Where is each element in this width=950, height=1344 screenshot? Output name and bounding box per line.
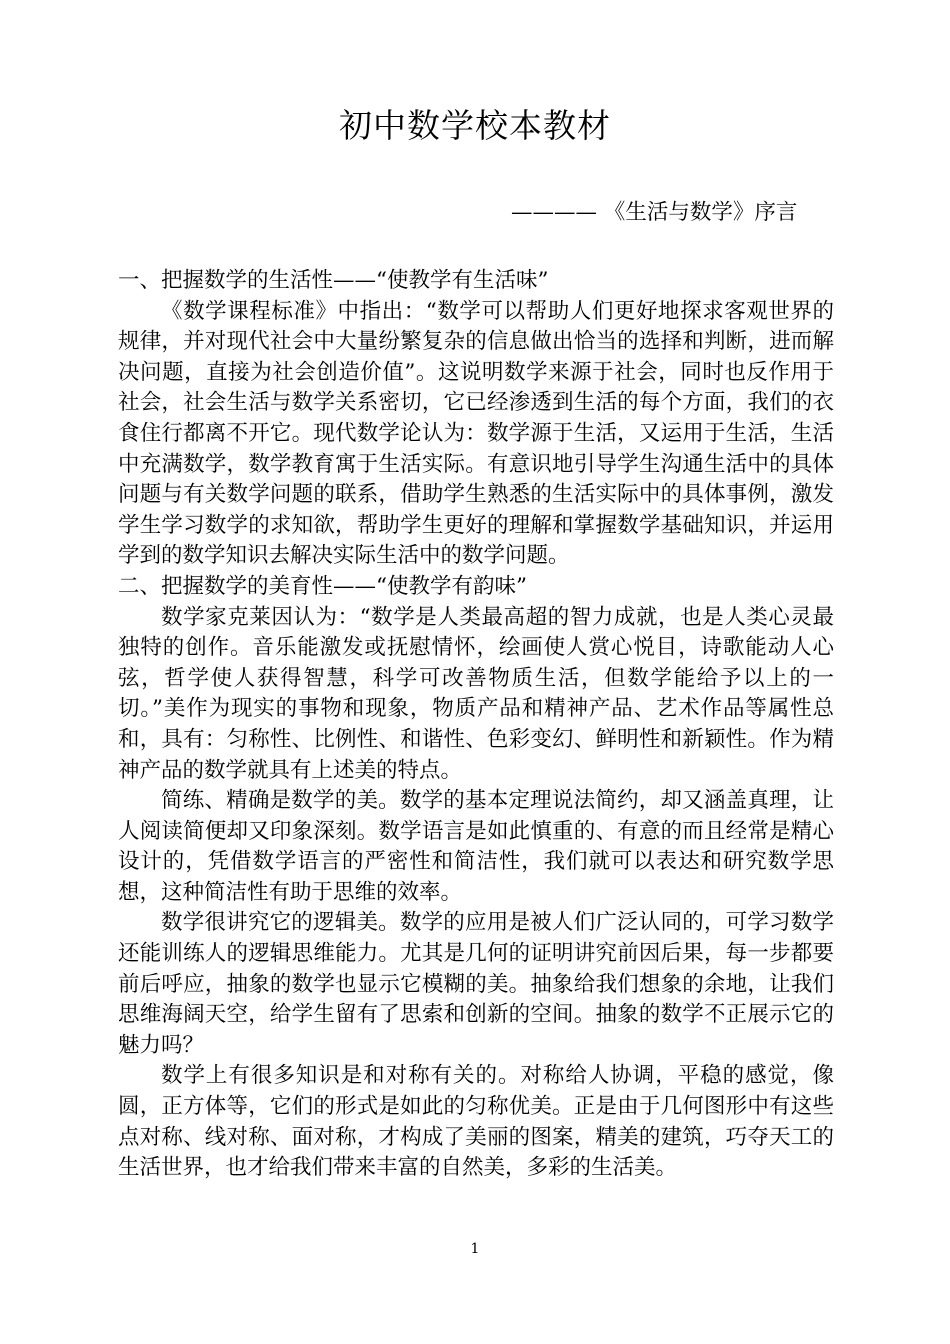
document-body xyxy=(118,266,834,1184)
paragraph-2: 数学家克莱因认为：“数学是人类最高超的智力成就，也是人类心灵最独特的创作。音乐能激发或抚慰情怀，绘画使人赏心悦目，诗歌能动人心弦，哲学使人获得智慧，科学可改善物质生活，但数学能给予以上的一切。”美作为现实的事物和现象，物质产品和精神产品、艺术作品等属性总和，具有：匀称性、比例性、和谐性、色彩变幻、鲜明性和新颖性。作为精神产品的数学就具有上述美的特点。 xyxy=(118,604,834,783)
document-title: 初中数学校本教材 xyxy=(339,106,611,145)
section-heading-2: 二、把握数学的美育性——“使教学有韵味” xyxy=(118,573,527,599)
page-number: 1 xyxy=(470,1241,480,1257)
paragraph-1: 《数学课程标准》中指出：“数学可以帮助人们更好地探求客观世界的规律，并对现代社会中大量纷繁复杂的信息做出恰当的选择和判断，进而解决问题，直接为社会创造价值”。这说明数学来源于社会，同时也反作用于社会，社会生活与数学关系密切，它已经渗透到生活的每个方面，我们的衣食住行都离不开它。现代数学论认为：数学源于生活，又运用于生活，生活中充满数学，数学教育寓于生活实际。有意识地引导学生沟通生活中的具体问题与有关数学问题的联系，借助学生熟悉的生活实际中的具体事例，激发学生学习数学的求知欲，帮助学生更好的理解和掌握数学基础知识，并运用学到的数学知识去解决实际生活中的数学问题。 xyxy=(118,298,834,569)
paragraph-3: 简练、精确是数学的美。数学的基本定理说法简约，却又涵盖真理，让人阅读简便却又印象深刻。数学语言是如此慎重的、有意的而且经常是精心设计的，凭借数学语言的严密性和简洁性，我们就可以表达和研究数学思想，这种简洁性有助于思维的效率。 xyxy=(118,788,834,905)
section-heading-1: 一、把握数学的生活性——“使教学有生活味” xyxy=(118,268,549,293)
paragraph-5: 数学上有很多知识是和对称有关的。对称给人协调，平稳的感觉，像圆，正方体等，它们的形式是如此的匀称优美。正是由于几何图形中有这些点对称、线对称、面对称，才构成了美丽的图案，精美的建筑，巧夺天工的生活世界，也才给我们带来丰富的自然美，多彩的生活美。 xyxy=(118,1063,834,1181)
paragraph-4: 数学很讲究它的逻辑美。数学的应用是被人们广泛认同的，可学习数学还能训练人的逻辑思维能力。尤其是几何的证明讲究前因后果，每一步都要前后呼应，抽象的数学也显示它模糊的美。抽象给我们想象的余地，让我们思维海阔天空，给学生留有了思索和创新的空间。抽象的数学不正展示它的魅力吗？ xyxy=(118,910,834,1058)
document-subtitle: ———— 《生活与数学》序言 xyxy=(511,200,798,225)
